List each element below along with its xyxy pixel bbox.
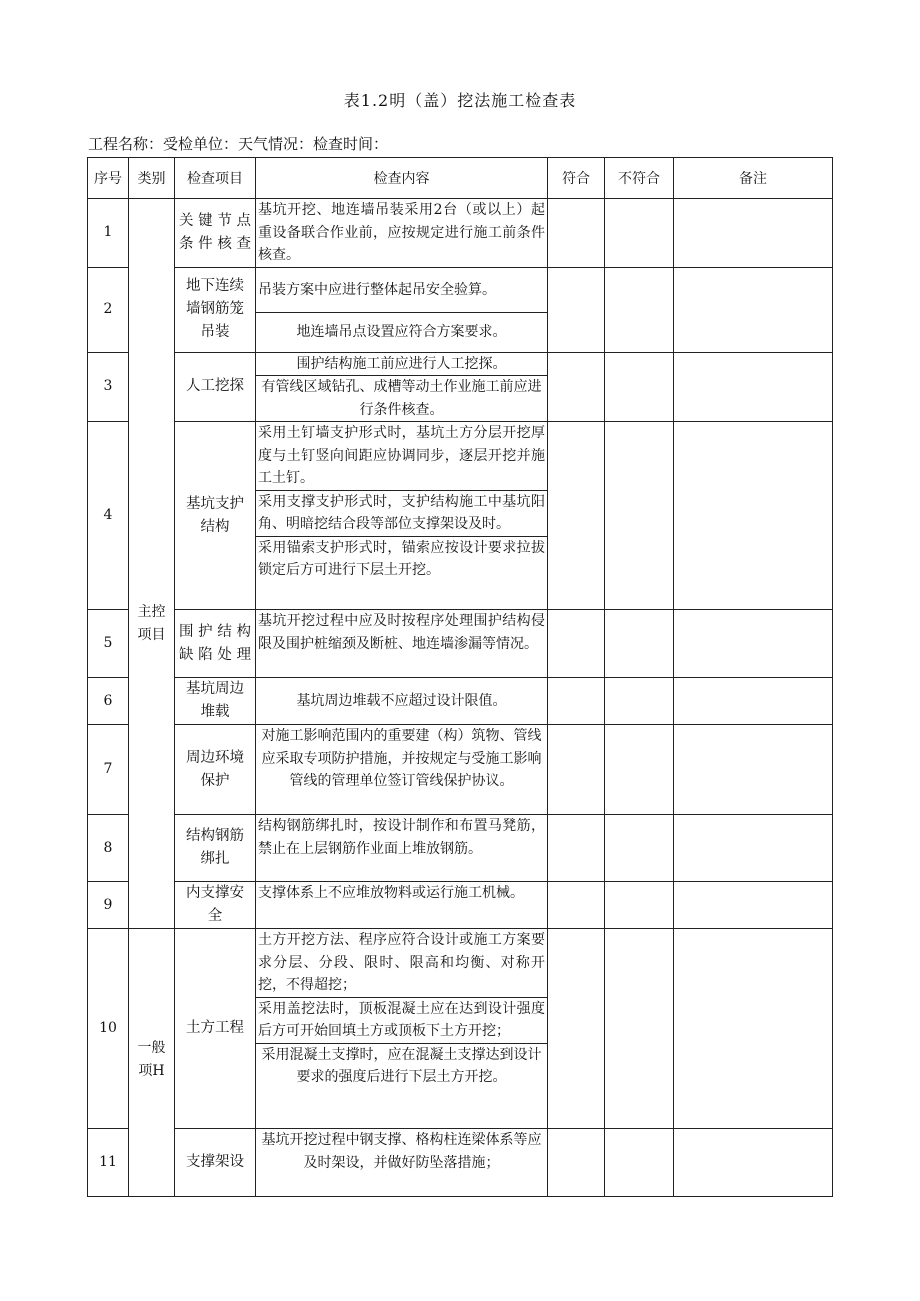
header-pass: 符合	[548, 158, 605, 199]
remarks-cell[interactable]	[674, 610, 833, 678]
fail-cell[interactable]	[605, 882, 674, 929]
fail-cell[interactable]	[605, 352, 674, 422]
check-content	[256, 610, 548, 678]
table-row	[88, 815, 833, 882]
content-line: 基坑开挖、地连墙吊装采用2台（或以上）起重设备联合作业前，应按规定进行施工前条件核查。	[258, 202, 545, 263]
check-content	[256, 929, 548, 1129]
row-number: 6	[88, 678, 129, 725]
content-line: 围护结构施工前应进行人工挖探。	[296, 355, 507, 372]
fail-cell[interactable]	[605, 815, 674, 882]
content-line: 采用锚索支护形式时，锚索应按设计要求拉拔锁定后方可进行下层土开挖。	[256, 536, 547, 582]
row-number: 2	[88, 267, 129, 352]
pass-cell[interactable]	[548, 610, 605, 678]
content-line: 采用混凝土支撑时，应在混凝土支撑达到设计要求的强度后进行下层土方开挖。	[256, 1043, 547, 1089]
row-number: 1	[88, 199, 129, 268]
header-fail: 不符合	[605, 158, 674, 199]
check-item: 人工挖探	[175, 352, 256, 422]
table-row	[88, 882, 833, 929]
remarks-cell[interactable]	[674, 267, 833, 352]
pass-cell[interactable]	[548, 929, 605, 1129]
check-content	[256, 725, 548, 815]
table-header-row	[88, 158, 833, 199]
header-content: 检查内容	[256, 158, 548, 199]
pass-cell[interactable]	[548, 1129, 605, 1197]
table-row	[88, 610, 833, 678]
project-info-line: 工程名称：受检单位：天气情况：检查时间：	[88, 135, 389, 153]
pass-cell[interactable]	[548, 352, 605, 422]
row-number: 8	[88, 815, 129, 882]
pass-cell[interactable]	[548, 815, 605, 882]
fail-cell[interactable]	[605, 610, 674, 678]
row-number: 7	[88, 725, 129, 815]
remarks-cell[interactable]	[674, 678, 833, 725]
table-row	[88, 422, 833, 610]
header-no: 序号	[88, 158, 129, 199]
table-row	[88, 1129, 833, 1197]
remarks-cell[interactable]	[674, 929, 833, 1129]
content-line: 对施工影响范围内的重要建（构）筑物、管线应采取专项防护措施，并按规定与受施工影响管线的管理单位签订管线保护协议。	[261, 728, 542, 789]
table-row	[88, 678, 833, 725]
table-row	[88, 725, 833, 815]
row-number: 3	[88, 352, 129, 422]
check-content	[256, 815, 548, 882]
check-item: 土方工程	[175, 929, 256, 1129]
fail-cell[interactable]	[605, 678, 674, 725]
row-number: 5	[88, 610, 129, 678]
fail-cell[interactable]	[605, 267, 674, 352]
fail-cell[interactable]	[605, 725, 674, 815]
check-content	[256, 1129, 548, 1197]
content-line: 地连墙吊点设置应符合方案要求。	[256, 312, 547, 351]
table-row	[88, 199, 833, 268]
pass-cell[interactable]	[548, 678, 605, 725]
content-line: 基坑开挖过程中钢支撑、格构柱连梁体系等应及时架设，并做好防坠落措施；	[261, 1132, 542, 1171]
content-line: 基坑开挖过程中应及时按程序处理围护结构侵限及围护桩缩颈及断桩、地连墙渗漏等情况。	[258, 613, 545, 652]
row-number: 11	[88, 1129, 129, 1197]
page-title: 表1.2明（盖）挖法施工检查表	[343, 91, 577, 110]
pass-cell[interactable]	[548, 882, 605, 929]
header-category: 类别	[129, 158, 175, 199]
pass-cell[interactable]	[548, 199, 605, 268]
content-line: 吊装方案中应进行整体起吊安全验算。	[258, 281, 496, 298]
category-main	[129, 199, 175, 929]
fail-cell[interactable]	[605, 422, 674, 610]
check-content	[256, 199, 548, 268]
content-line: 土方开挖方法、程序应符合设计或施工方案要求分层、分段、限时、限高和均衡、对称开挖，不得超挖；	[258, 932, 545, 993]
header-item: 检查项目	[175, 158, 256, 199]
content-line: 采用支撑支护形式时，支护结构施工中基坑阳角、明暗挖结合段等部位支撑架设及时。	[256, 490, 547, 536]
content-line: 有管线区域钻孔、成槽等动土作业施工前应进行条件核查。	[256, 375, 547, 421]
check-item: 周边环境保护	[175, 725, 256, 815]
row-number: 10	[88, 929, 129, 1129]
check-content	[256, 422, 548, 610]
remarks-cell[interactable]	[674, 882, 833, 929]
check-content	[256, 678, 548, 725]
remarks-cell[interactable]	[674, 725, 833, 815]
content-line: 采用盖挖法时，顶板混凝土应在达到设计强度后方可开始回填土方或顶板下土方开挖；	[256, 997, 547, 1043]
category-general	[129, 929, 175, 1197]
remarks-cell[interactable]	[674, 422, 833, 610]
check-content	[256, 267, 548, 352]
remarks-cell[interactable]	[674, 352, 833, 422]
content-line: 结构钢筋绑扎时，按设计制作和布置马凳筋，禁止在上层钢筋作业面上堆放钢筋。	[258, 818, 545, 857]
check-item: 结构钢筋绑扎	[175, 815, 256, 882]
check-item: 关键节点条件核查	[175, 199, 256, 268]
row-number: 9	[88, 882, 129, 929]
check-item: 地下连续墙钢筋笼吊装	[175, 267, 256, 352]
check-item: 支撑架设	[175, 1129, 256, 1197]
row-number: 4	[88, 422, 129, 610]
content-line: 基坑周边堆载不应超过设计限值。	[296, 692, 507, 709]
check-item: 围护结构缺陷处理	[175, 610, 256, 678]
check-item: 基坑支护结构	[175, 422, 256, 610]
category-label: 主控项目	[137, 603, 166, 643]
check-content	[256, 882, 548, 929]
remarks-cell[interactable]	[674, 1129, 833, 1197]
remarks-cell[interactable]	[674, 815, 833, 882]
table-row	[88, 929, 833, 1129]
fail-cell[interactable]	[605, 929, 674, 1129]
table-row	[88, 267, 833, 352]
content-line: 支撑体系上不应堆放物料或运行施工机械。	[258, 885, 524, 901]
pass-cell[interactable]	[548, 267, 605, 352]
fail-cell[interactable]	[605, 199, 674, 268]
inspection-table	[87, 157, 833, 1197]
table-row	[88, 352, 833, 422]
category-label: 一般项H	[137, 1040, 166, 1079]
check-content	[256, 352, 548, 422]
header-remarks: 备注	[674, 158, 833, 199]
check-item: 基坑周边堆载	[175, 678, 256, 725]
check-item: 内支撑安全	[175, 882, 256, 929]
content-line: 采用土钉墙支护形式时，基坑土方分层开挖厚度与土钉竖向间距应协调同步，逐层开挖并施工土钉。	[258, 425, 545, 486]
pass-cell[interactable]	[548, 725, 605, 815]
pass-cell[interactable]	[548, 422, 605, 610]
fail-cell[interactable]	[605, 1129, 674, 1197]
remarks-cell[interactable]	[674, 199, 833, 268]
